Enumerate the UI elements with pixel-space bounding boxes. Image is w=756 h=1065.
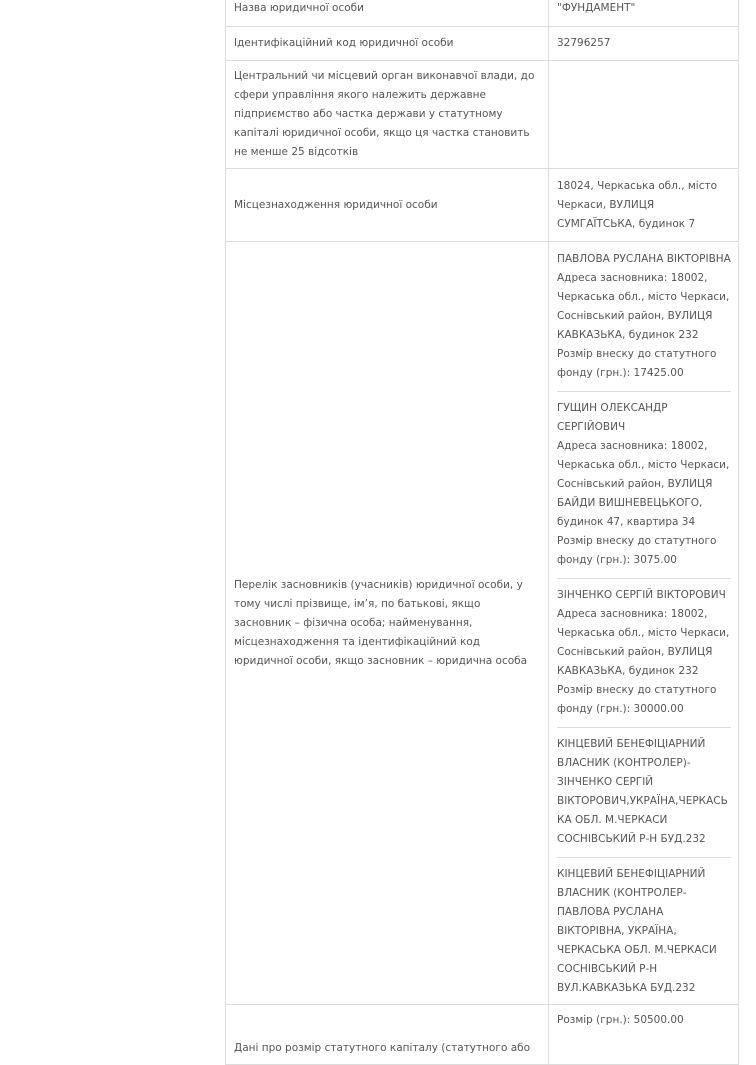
row-label-founders: Перелік засновників (учасників) юридичної особи, у тому числі прізвище, ім’я, по батькові, якщо засновник – фізична особа; найменування, місцезнаходження та ідентифікаційний код юридичної особи, якщо засновник – юридична особа bbox=[226, 242, 549, 1005]
row-value-authority bbox=[549, 61, 739, 169]
founder-address: Адреса засновника: 18002, Черкаська обл., місто Черкаси, Соснівський район, ВУЛИЦЯ БАЙДИ ВИШНЕВЕЦЬКОГО, будинок 47, квартира 34 bbox=[557, 440, 730, 528]
row-label-location: Місцезнаходження юридичної особи bbox=[226, 169, 549, 242]
beneficiary-item bbox=[557, 858, 731, 1000]
beneficiary-item bbox=[557, 728, 731, 858]
row-label-authority: Центральний чи місцевий орган виконавчої влади, до сфери управління якого належить державне підприємство або частка держави у статутному капіталі юридичної особи, якщо ця частка становить не менше 25 відсотків bbox=[226, 61, 549, 169]
row-value-code: 32796257 bbox=[549, 27, 739, 61]
founder-name: ГУЩИН ОЛЕКСАНДР СЕРГІЙОВИЧ bbox=[557, 402, 668, 433]
row-value-name: "ФУНДАМЕНТ" bbox=[549, 0, 739, 27]
founder-contribution: Розмір внеску до статутного фонду (грн.): 3075.00 bbox=[557, 535, 717, 566]
table-row bbox=[226, 0, 739, 27]
founder-item bbox=[557, 392, 731, 579]
founder-address: Адреса засновника: 18002, Черкаська обл., місто Черкаси, Соснівський район, ВУЛИЦЯ КАВКАЗЬКА, будинок 232 bbox=[557, 608, 730, 677]
beneficiary-text: КІНЦЕВИЙ БЕНЕФІЦІАРНИЙ ВЛАСНИК (КОНТРОЛЕР)- ЗІНЧЕНКО СЕРГІЙ ВІКТОРОВИЧ,УКРАЇНА,ЧЕРКАСЬКА ОБЛ. М.ЧЕРКАСИ СОСНІВСЬКИЙ Р-Н БУД.232 bbox=[557, 738, 728, 845]
row-value-capital: Розмір (грн.): 50500.00 bbox=[549, 1005, 739, 1065]
row-label-name: Назва юридичної особи bbox=[226, 0, 549, 27]
row-label-capital: Дані про розмір статутного капіталу (статутного або bbox=[226, 1005, 549, 1065]
table-row bbox=[226, 27, 739, 61]
table-row bbox=[226, 61, 739, 169]
table-row bbox=[226, 242, 739, 1005]
founder-contribution: Розмір внеску до статутного фонду (грн.): 17425.00 bbox=[557, 348, 717, 379]
founder-name: ЗІНЧЕНКО СЕРГІЙ ВІКТОРОВИЧ bbox=[557, 589, 726, 601]
table-row bbox=[226, 169, 739, 242]
registry-table bbox=[225, 0, 739, 1065]
row-value-location: 18024, Черкаська обл., місто Черкаси, ВУЛИЦЯ СУМГАЇТСЬКА, будинок 7 bbox=[549, 169, 739, 242]
founder-contribution: Розмір внеску до статутного фонду (грн.): 30000.00 bbox=[557, 684, 717, 715]
founder-name: ПАВЛОВА РУСЛАНА ВІКТОРІВНА bbox=[557, 253, 731, 265]
table-row bbox=[226, 1005, 739, 1065]
founder-address: Адреса засновника: 18002, Черкаська обл., місто Черкаси, Соснівський район, ВУЛИЦЯ КАВКАЗЬКА, будинок 232 bbox=[557, 272, 730, 341]
founder-item bbox=[557, 248, 731, 392]
row-label-code: Ідентифікаційний код юридичної особи bbox=[226, 27, 549, 61]
beneficiary-text: КІНЦЕВИЙ БЕНЕФІЦІАРНИЙ ВЛАСНИК (КОНТРОЛЕР-ПАВЛОВА РУСЛАНА ВІКТОРІВНА, УКРАЇНА, ЧЕРКАСЬКА ОБЛ. М.ЧЕРКАСИ СОСНІВСЬКИЙ Р-Н ВУЛ.КАВКАЗЬКА БУД.232 bbox=[557, 868, 717, 994]
row-value-founders bbox=[549, 242, 739, 1005]
founder-item bbox=[557, 579, 731, 728]
